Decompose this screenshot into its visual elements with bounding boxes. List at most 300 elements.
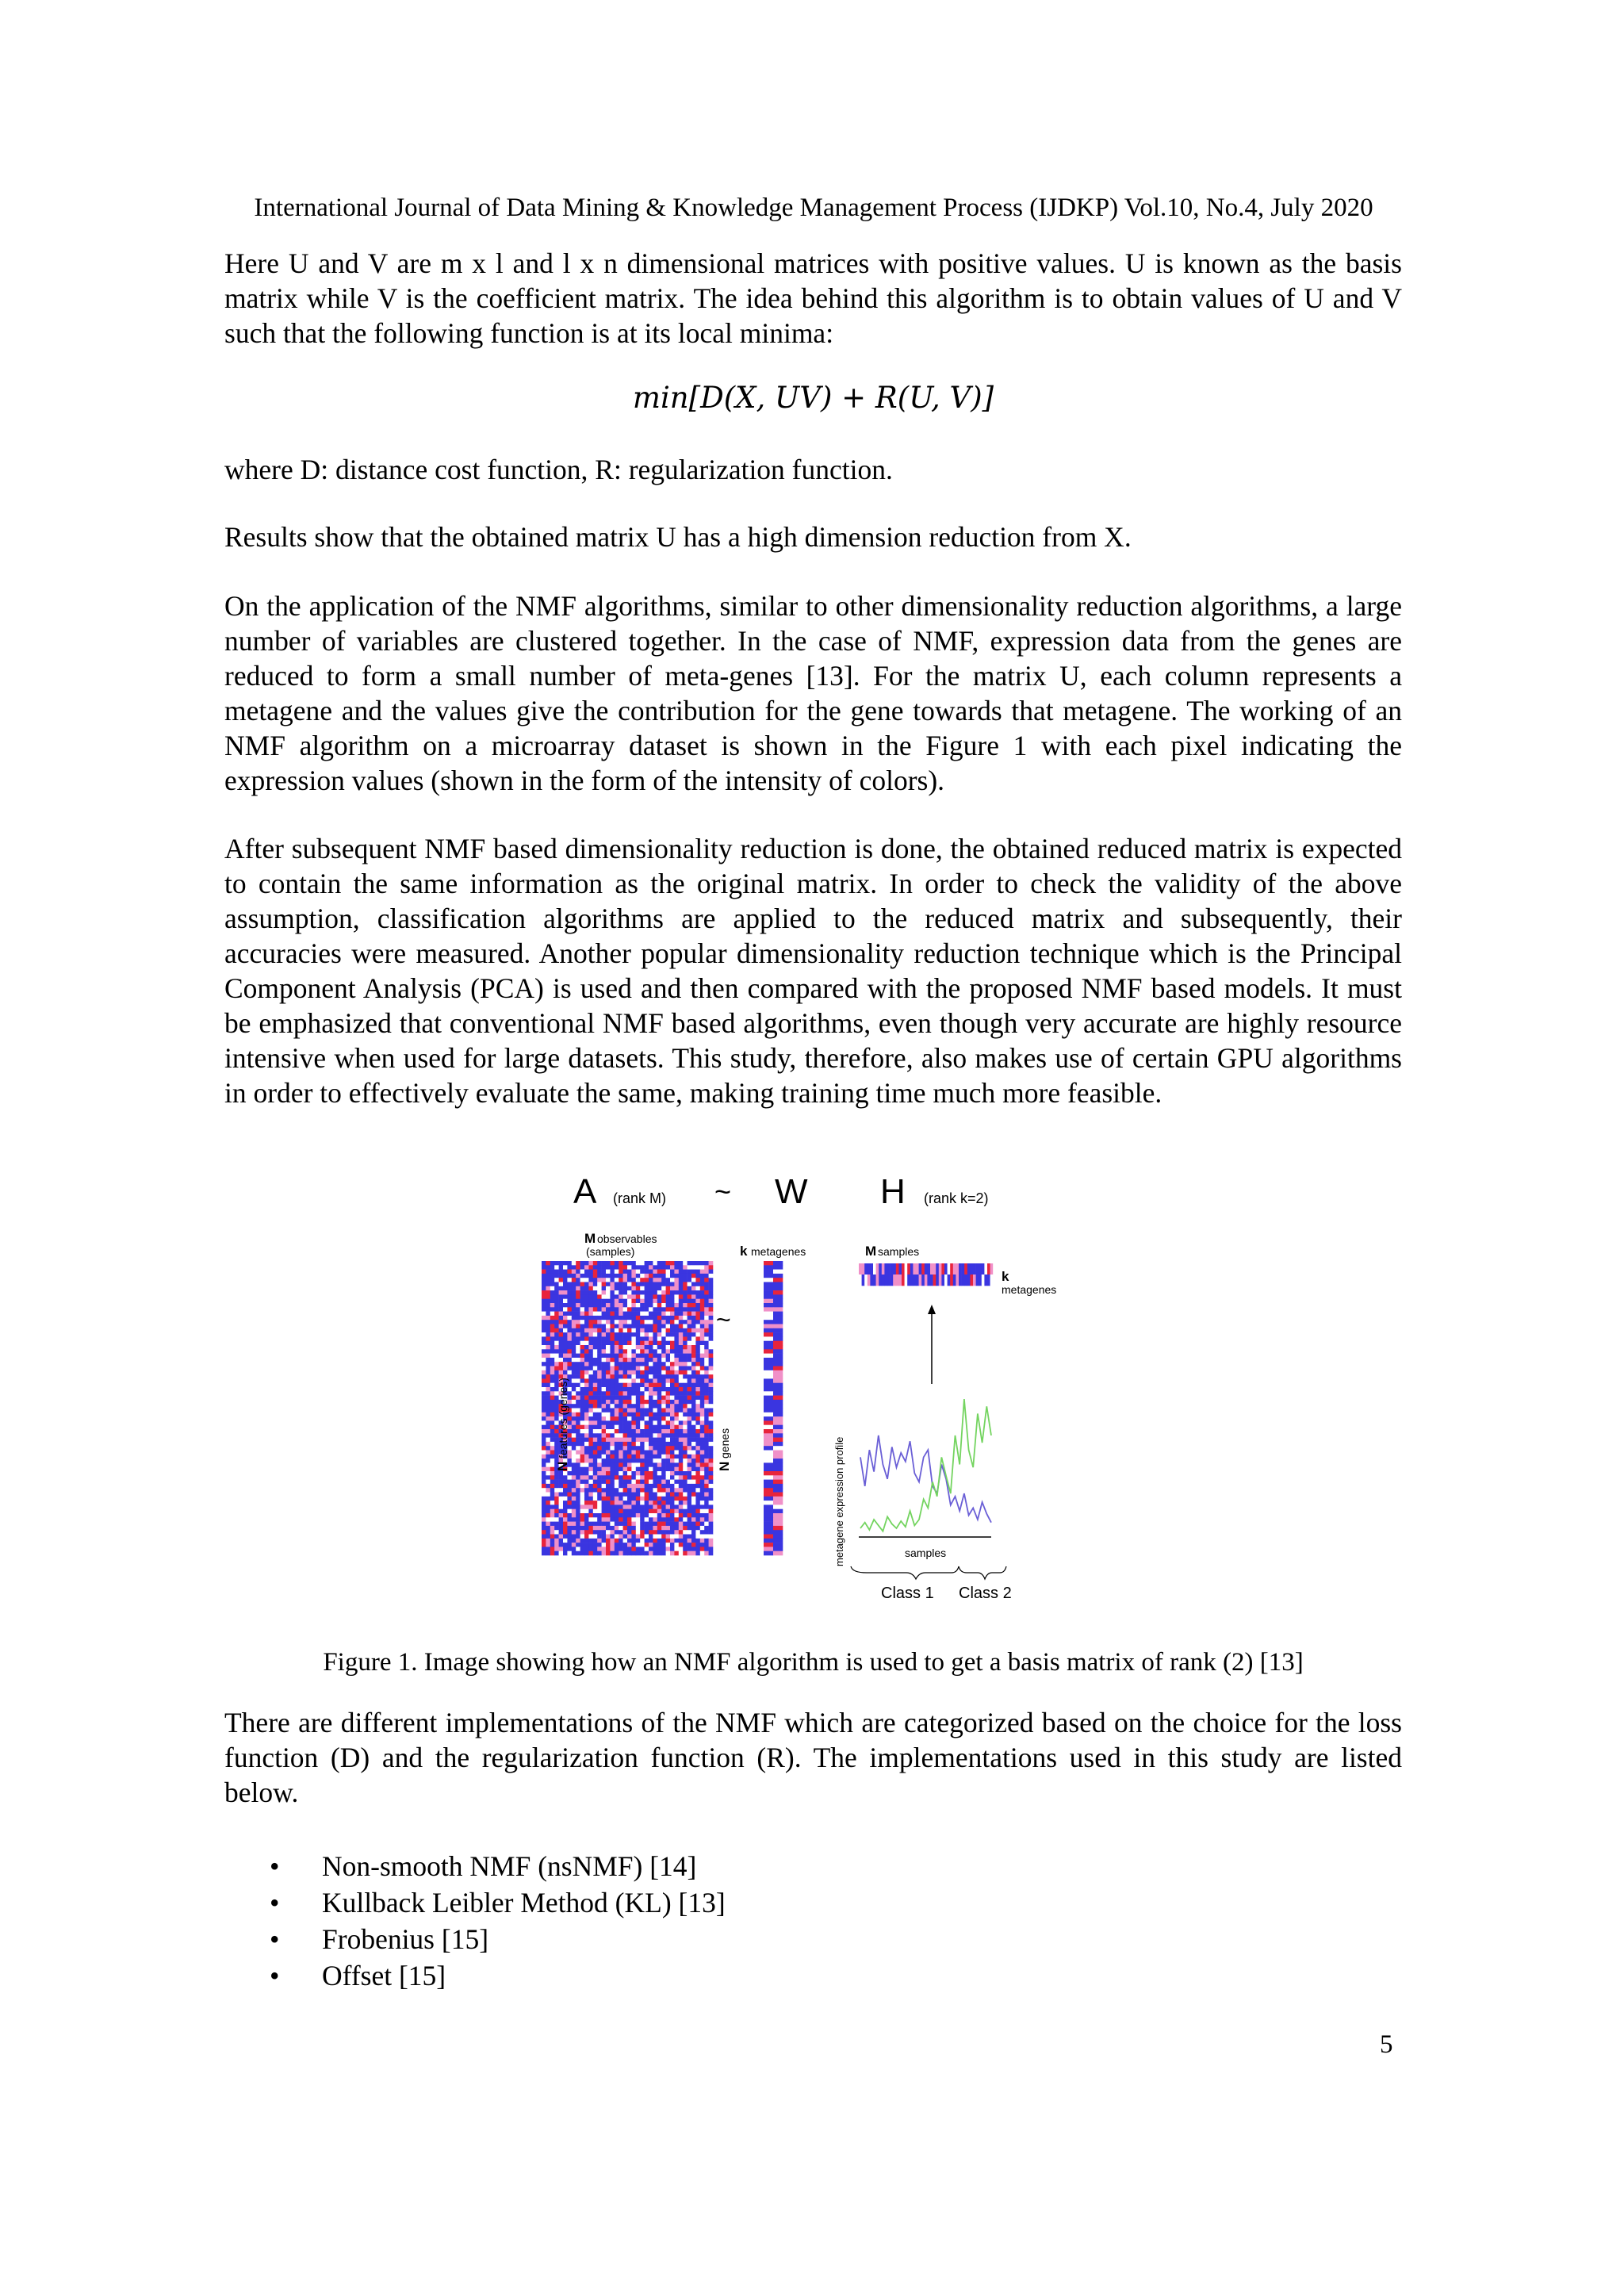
heatmap-cell — [567, 1265, 572, 1270]
heatmap-cell — [610, 1378, 615, 1383]
heatmap-cell — [576, 1433, 580, 1438]
heatmap-cell — [550, 1324, 555, 1329]
h-samples-label: samples — [878, 1245, 920, 1258]
heatmap-cell — [636, 1451, 641, 1455]
heatmap-cell — [580, 1282, 585, 1287]
paragraph-implementations: There are different implementations of the NMF which are categorized based on the choice for the loss function (D) and the regularization function (R). The implementations used in this study are listed below. — [224, 1707, 1402, 1808]
heatmap-cell — [683, 1504, 688, 1509]
heatmap-cell — [709, 1501, 714, 1505]
heatmap-cell — [709, 1387, 714, 1392]
heatmap-cell — [709, 1328, 714, 1333]
heatmap-cell — [559, 1522, 564, 1527]
heatmap-cell — [657, 1362, 662, 1366]
heatmap-cell — [602, 1471, 607, 1476]
heatmap-cell — [679, 1370, 684, 1375]
heatmap-cell — [868, 1274, 871, 1286]
heatmap-cell — [602, 1378, 607, 1383]
heatmap-cell — [576, 1446, 580, 1451]
heatmap-cell — [764, 1480, 773, 1485]
heatmap-cell — [602, 1493, 607, 1497]
heatmap-cell — [657, 1535, 662, 1539]
heatmap-cell — [645, 1378, 649, 1383]
heatmap-cell — [623, 1412, 628, 1417]
heatmap-cell — [567, 1362, 572, 1366]
heatmap-cell — [709, 1282, 714, 1287]
heatmap-cell — [649, 1433, 653, 1438]
heatmap-cell — [546, 1543, 550, 1547]
heatmap-cell — [688, 1383, 692, 1388]
heatmap-cell — [610, 1328, 615, 1333]
heatmap-cell — [704, 1467, 709, 1472]
heatmap-cell — [688, 1387, 692, 1392]
heatmap-cell — [645, 1522, 649, 1527]
heatmap-cell — [700, 1501, 705, 1505]
heatmap-cell — [572, 1328, 576, 1333]
heatmap-cell — [933, 1263, 936, 1274]
heatmap-cell — [593, 1358, 598, 1363]
heatmap-cell — [688, 1358, 692, 1363]
heatmap-cell — [619, 1312, 623, 1317]
heatmap-cell — [631, 1416, 636, 1421]
heatmap-cell — [627, 1539, 632, 1543]
heatmap-cell — [700, 1475, 705, 1480]
heatmap-cell — [773, 1493, 783, 1497]
heatmap-cell — [764, 1320, 773, 1324]
heatmap-cell — [773, 1349, 783, 1354]
heatmap-cell — [704, 1535, 709, 1539]
heatmap-cell — [657, 1488, 662, 1493]
heatmap-cell — [640, 1370, 645, 1375]
heatmap-cell — [567, 1336, 572, 1341]
heatmap-cell — [636, 1467, 641, 1472]
heatmap-cell — [602, 1488, 607, 1493]
heatmap-cell — [572, 1387, 576, 1392]
heatmap-cell — [584, 1404, 589, 1409]
heatmap-cell — [688, 1446, 692, 1451]
heatmap-cell — [542, 1307, 546, 1312]
heatmap-cell — [653, 1282, 657, 1287]
heatmap-cell — [666, 1294, 671, 1299]
heatmap-cell — [661, 1547, 666, 1551]
heatmap-cell — [683, 1517, 688, 1522]
heatmap-cell — [546, 1374, 550, 1379]
heatmap-cell — [554, 1509, 559, 1514]
heatmap-cell — [679, 1312, 684, 1317]
heatmap-cell — [584, 1286, 589, 1291]
heatmap-cell — [636, 1488, 641, 1493]
heatmap-cell — [593, 1261, 598, 1266]
heatmap-cell — [688, 1290, 692, 1295]
heatmap-cell — [670, 1341, 675, 1346]
w-k-label: k — [740, 1244, 748, 1259]
heatmap-cell — [580, 1370, 585, 1375]
heatmap-cell — [661, 1509, 666, 1514]
heatmap-cell — [683, 1522, 688, 1527]
tilde-mid: ~ — [716, 1305, 731, 1334]
heatmap-cell — [688, 1265, 692, 1270]
heatmap-cell — [627, 1535, 632, 1539]
heatmap-cell — [563, 1547, 568, 1551]
heatmap-cell — [695, 1278, 700, 1282]
heatmap-cell — [645, 1455, 649, 1459]
heatmap-cell — [653, 1400, 657, 1405]
heatmap-cell — [688, 1526, 692, 1531]
heatmap-cell — [636, 1433, 641, 1438]
heatmap-cell — [563, 1345, 568, 1350]
heatmap-cell — [593, 1535, 598, 1539]
heatmap-cell — [615, 1391, 619, 1396]
heatmap-cell — [542, 1416, 546, 1421]
heatmap-cell — [615, 1290, 619, 1295]
heatmap-cell — [670, 1509, 675, 1514]
heatmap-cell — [700, 1316, 705, 1320]
heatmap-cell — [567, 1551, 572, 1556]
heatmap-cell — [542, 1362, 546, 1366]
heatmap-cell — [645, 1345, 649, 1350]
heatmap-cell — [619, 1522, 623, 1527]
heatmap-cell — [944, 1263, 948, 1274]
heatmap-cell — [542, 1374, 546, 1379]
heatmap-cell — [546, 1286, 550, 1291]
heatmap-cell — [688, 1517, 692, 1522]
heatmap-cell — [619, 1358, 623, 1363]
heatmap-cell — [640, 1312, 645, 1317]
heatmap-cell — [666, 1412, 671, 1417]
heatmap-cell — [572, 1278, 576, 1282]
heatmap-cell — [550, 1480, 555, 1485]
heatmap-cell — [576, 1324, 580, 1329]
heatmap-cell — [700, 1551, 705, 1556]
heatmap-cell — [679, 1362, 684, 1366]
heatmap-cell — [773, 1497, 783, 1501]
heatmap-cell — [627, 1429, 632, 1434]
heatmap-cell — [704, 1324, 709, 1329]
heatmap-cell — [973, 1274, 976, 1286]
heatmap-cell — [691, 1345, 696, 1350]
heatmap-cell — [695, 1522, 700, 1527]
heatmap-cell — [695, 1362, 700, 1366]
heatmap-cell — [670, 1412, 675, 1417]
heatmap-cell — [550, 1378, 555, 1383]
heatmap-cell — [679, 1307, 684, 1312]
heatmap-cell — [674, 1471, 679, 1476]
heatmap-cell — [773, 1425, 783, 1430]
heatmap-cell — [546, 1378, 550, 1383]
heatmap-cell — [704, 1345, 709, 1350]
heatmap-cell — [606, 1467, 611, 1472]
heatmap-cell — [691, 1475, 696, 1480]
heatmap-cell — [700, 1493, 705, 1497]
heatmap-cell — [542, 1286, 546, 1291]
heatmap-cell — [542, 1471, 546, 1476]
heatmap-cell — [649, 1358, 653, 1363]
heatmap-cell — [588, 1404, 593, 1409]
heatmap-cell — [588, 1261, 593, 1266]
heatmap-cell — [610, 1366, 615, 1371]
heatmap-cell — [683, 1303, 688, 1308]
heatmap-cell — [597, 1484, 602, 1489]
heatmap-cell — [683, 1400, 688, 1405]
heatmap-cell — [606, 1387, 611, 1392]
heatmap-cell — [653, 1320, 657, 1324]
heatmap-cell — [584, 1282, 589, 1287]
heatmap-cell — [700, 1458, 705, 1463]
heatmap-cell — [610, 1501, 615, 1505]
heatmap-cell — [597, 1455, 602, 1459]
heatmap-cell — [567, 1274, 572, 1278]
heatmap-cell — [597, 1493, 602, 1497]
heatmap-cell — [542, 1475, 546, 1480]
heatmap-cell — [674, 1324, 679, 1329]
heatmap-cell — [670, 1467, 675, 1472]
heatmap-cell — [619, 1488, 623, 1493]
heatmap-cell — [636, 1261, 641, 1266]
heatmap-cell — [679, 1387, 684, 1392]
heatmap-cell — [666, 1467, 671, 1472]
heatmap-cell — [691, 1543, 696, 1547]
heatmap-cell — [640, 1366, 645, 1371]
heatmap-cell — [615, 1488, 619, 1493]
heatmap-cell — [683, 1370, 688, 1375]
heatmap-cell — [700, 1547, 705, 1551]
heatmap-cell — [550, 1370, 555, 1375]
heatmap-cell — [606, 1442, 611, 1447]
heatmap-cell — [606, 1433, 611, 1438]
heatmap-cell — [550, 1261, 555, 1266]
heatmap-cell — [550, 1307, 555, 1312]
heatmap-cell — [619, 1400, 623, 1405]
heatmap-cell — [550, 1294, 555, 1299]
heatmap-cell — [597, 1303, 602, 1308]
heatmap-cell — [674, 1328, 679, 1333]
heatmap-cell — [623, 1509, 628, 1514]
heatmap-cell — [657, 1509, 662, 1514]
heatmap-cell — [615, 1412, 619, 1417]
heatmap-cell — [606, 1497, 611, 1501]
heatmap-cell — [764, 1530, 773, 1535]
heatmap-cell — [683, 1497, 688, 1501]
heatmap-cell — [606, 1294, 611, 1299]
heatmap-cell — [679, 1290, 684, 1295]
heatmap-cell — [542, 1412, 546, 1417]
heatmap-cell — [563, 1341, 568, 1346]
heatmap-cell — [688, 1475, 692, 1480]
heatmap-cell — [636, 1290, 641, 1295]
heatmap-cell — [683, 1446, 688, 1451]
heatmap-cell — [546, 1362, 550, 1366]
heatmap-cell — [619, 1391, 623, 1396]
heatmap-cell — [704, 1378, 709, 1383]
heatmap-cell — [674, 1400, 679, 1405]
heatmap-cell — [645, 1480, 649, 1485]
heatmap-cell — [704, 1328, 709, 1333]
heatmap-cell — [554, 1513, 559, 1518]
heatmap-cell — [619, 1366, 623, 1371]
heatmap-cell — [674, 1526, 679, 1531]
heatmap-cell — [627, 1504, 632, 1509]
heatmap-cell — [674, 1509, 679, 1514]
heatmap-cell — [584, 1420, 589, 1425]
heatmap-cell — [636, 1471, 641, 1476]
heatmap-cell — [657, 1349, 662, 1354]
heatmap-cell — [610, 1412, 615, 1417]
heatmap-cell — [597, 1320, 602, 1324]
heatmap-cell — [606, 1332, 611, 1337]
heatmap-cell — [640, 1286, 645, 1291]
heatmap-cell — [683, 1425, 688, 1430]
heatmap-cell — [615, 1303, 619, 1308]
heatmap-cell — [593, 1539, 598, 1543]
heatmap-cell — [653, 1332, 657, 1337]
heatmap-cell — [593, 1475, 598, 1480]
heatmap-cell — [610, 1345, 615, 1350]
heatmap-cell — [661, 1488, 666, 1493]
heatmap-cell — [631, 1400, 636, 1405]
heatmap-cell — [593, 1467, 598, 1472]
heatmap-cell — [773, 1535, 783, 1539]
heatmap-cell — [602, 1274, 607, 1278]
heatmap-cell — [602, 1409, 607, 1413]
heatmap-cell — [649, 1362, 653, 1366]
heatmap-cell — [683, 1374, 688, 1379]
heatmap-cell — [563, 1278, 568, 1282]
heatmap-cell — [670, 1265, 675, 1270]
heatmap-cell — [653, 1497, 657, 1501]
heatmap-cell — [597, 1341, 602, 1346]
heatmap-cell — [546, 1501, 550, 1505]
heatmap-cell — [567, 1354, 572, 1359]
heatmap-cell — [572, 1467, 576, 1472]
h-m-label: M — [865, 1244, 877, 1259]
heatmap-cell — [584, 1261, 589, 1266]
heatmap-cell — [623, 1429, 628, 1434]
heatmap-cell — [576, 1290, 580, 1295]
heatmap-cell — [584, 1458, 589, 1463]
heatmap-cell — [627, 1320, 632, 1324]
heatmap-cell — [773, 1336, 783, 1341]
heatmap-cell — [619, 1429, 623, 1434]
heatmap-cell — [709, 1396, 714, 1401]
heatmap-cell — [554, 1488, 559, 1493]
objective-equation: min[D(X, UV) + R(U, V)] — [632, 381, 994, 415]
heatmap-cell — [674, 1547, 679, 1551]
heatmap-cell — [640, 1451, 645, 1455]
heatmap-cell — [700, 1332, 705, 1337]
heatmap-cell — [593, 1324, 598, 1329]
heatmap-cell — [567, 1332, 572, 1337]
heatmap-cell — [948, 1274, 951, 1286]
heatmap-cell — [559, 1354, 564, 1359]
heatmap-cell — [567, 1370, 572, 1375]
heatmap-cell — [683, 1396, 688, 1401]
heatmap-cell — [593, 1341, 598, 1346]
heatmap-cell — [653, 1312, 657, 1317]
heatmap-cell — [691, 1336, 696, 1341]
heatmap-cell — [602, 1425, 607, 1430]
heatmap-cell — [666, 1433, 671, 1438]
heatmap-cell — [550, 1442, 555, 1447]
heatmap-cell — [627, 1286, 632, 1291]
heatmap-cell — [619, 1462, 623, 1467]
heatmap-cell — [661, 1282, 666, 1287]
heatmap-cell — [554, 1341, 559, 1346]
heatmap-cell — [640, 1467, 645, 1472]
heatmap-cell — [666, 1475, 671, 1480]
heatmap-cell — [927, 1263, 930, 1274]
profile-plot — [860, 1399, 991, 1531]
heatmap-cell — [593, 1501, 598, 1505]
heatmap-cell — [597, 1509, 602, 1514]
heatmap-cell — [688, 1274, 692, 1278]
heatmap-cell — [588, 1458, 593, 1463]
heatmap-cell — [700, 1282, 705, 1287]
heatmap-cell — [546, 1425, 550, 1430]
heatmap-cell — [649, 1261, 653, 1266]
heatmap-cell — [631, 1332, 636, 1337]
heatmap-cell — [704, 1274, 709, 1278]
heatmap-cell — [554, 1366, 559, 1371]
heatmap-cell — [666, 1409, 671, 1413]
heatmap-cell — [683, 1442, 688, 1447]
heatmap-cell — [987, 1274, 990, 1286]
heatmap-cell — [546, 1387, 550, 1392]
heatmap-cell — [550, 1312, 555, 1317]
heatmap-cell — [670, 1312, 675, 1317]
heatmap-cell — [615, 1316, 619, 1320]
w-n-label: N — [717, 1461, 732, 1471]
heatmap-cell — [657, 1429, 662, 1434]
heatmap-cell — [773, 1265, 783, 1270]
heatmap-cell — [893, 1263, 896, 1274]
heatmap-cell — [649, 1299, 653, 1304]
heatmap-cell — [567, 1497, 572, 1501]
heatmap-cell — [554, 1312, 559, 1317]
heatmap-cell — [554, 1358, 559, 1363]
heatmap-cell — [704, 1551, 709, 1556]
heatmap-cell — [619, 1458, 623, 1463]
heatmap-cell — [688, 1278, 692, 1282]
heatmap-cell — [679, 1429, 684, 1434]
heatmap-cell — [640, 1551, 645, 1556]
heatmap-cell — [661, 1455, 666, 1459]
heatmap-cell — [657, 1433, 662, 1438]
heatmap-cell — [657, 1416, 662, 1421]
heatmap-cell — [554, 1324, 559, 1329]
heatmap-cell — [623, 1539, 628, 1543]
heatmap-cell — [695, 1366, 700, 1371]
heatmap-cell — [615, 1341, 619, 1346]
heatmap-cell — [542, 1265, 546, 1270]
heatmap-cell — [631, 1328, 636, 1333]
heatmap-cell — [704, 1290, 709, 1295]
heatmap-cell — [773, 1354, 783, 1359]
heatmap-cell — [542, 1341, 546, 1346]
heatmap-cell — [619, 1409, 623, 1413]
heatmap-cell — [691, 1290, 696, 1295]
heatmap-cell — [606, 1274, 611, 1278]
heatmap-cell — [546, 1396, 550, 1401]
heatmap-cell — [636, 1509, 641, 1514]
heatmap-cell — [576, 1312, 580, 1317]
heatmap-cell — [584, 1354, 589, 1359]
heatmap-cell — [670, 1391, 675, 1396]
heatmap-cell — [554, 1526, 559, 1531]
heatmap-cell — [773, 1467, 783, 1472]
heatmap-cell — [576, 1480, 580, 1485]
heatmap-cell — [597, 1451, 602, 1455]
heatmap-cell — [593, 1425, 598, 1430]
heatmap-cell — [688, 1354, 692, 1359]
